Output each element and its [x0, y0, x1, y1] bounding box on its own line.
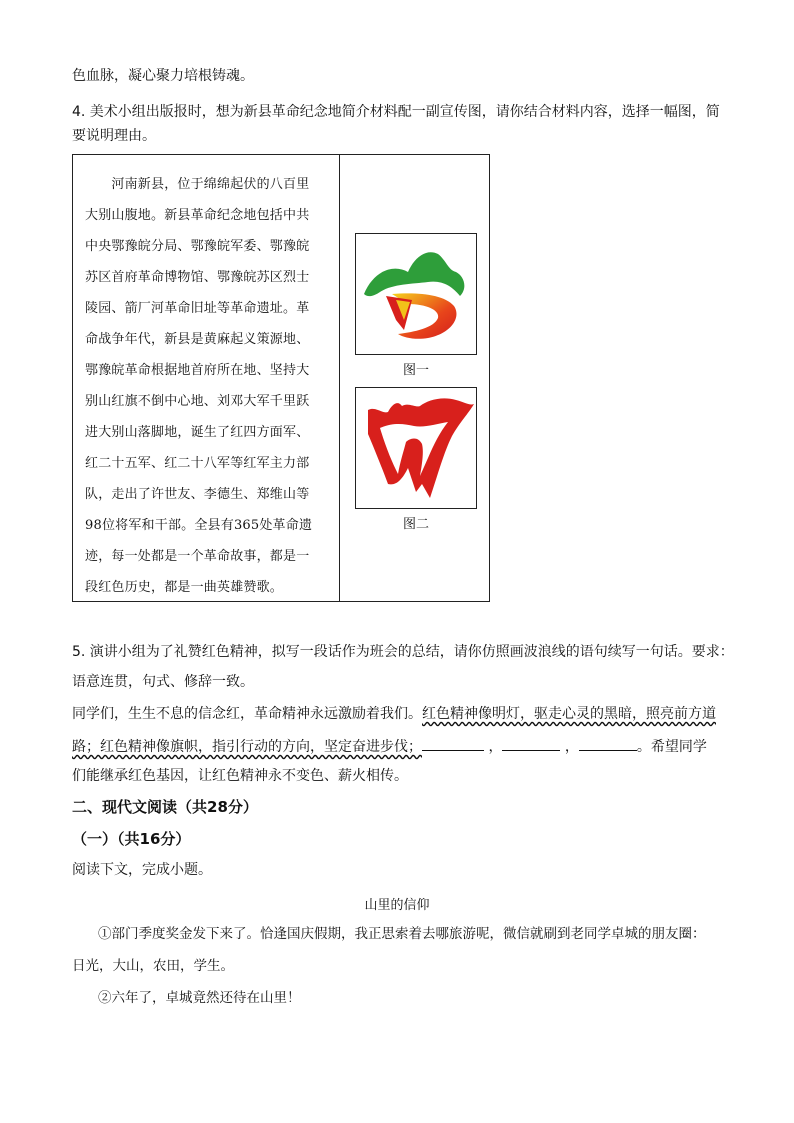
material-line: 红二十五军、红二十八军等红军主力部 — [85, 456, 310, 471]
material-line: 大别山腹地。新县革命纪念地包括中共 — [85, 208, 310, 223]
blank-separator: ， — [488, 739, 503, 755]
answer-blank-1[interactable] — [422, 736, 484, 751]
question-4-line1: 4. 美术小组出版报时，想为新县革命纪念地简介材料配一副宣传图，请你结合材料内容，选择一幅图，简 — [72, 104, 720, 120]
top-line: 色血脉，凝心聚力培根铸魂。 — [72, 68, 254, 84]
q5-wavy-text: 红色精神像明灯，驱走心灵的黑暗，照亮前方道 — [422, 706, 716, 722]
answer-blank-2[interactable] — [502, 736, 560, 751]
question-5-line4 — [72, 736, 734, 757]
material-line: 中央鄂豫皖分局、鄂豫皖军委、鄂豫皖 — [85, 239, 310, 254]
material-line: 迹，每一处都是一个革命故事，都是一 — [85, 549, 310, 564]
figure-2-logo — [355, 387, 477, 509]
figure-1-caption: 图一 — [402, 363, 429, 378]
section-2-heading: 二、现代文阅读（共28分） — [72, 798, 258, 816]
question-4-line2: 要说明理由。 — [72, 128, 156, 144]
blank-separator: ， — [564, 739, 579, 755]
section-2-subheading: （一）（共16分） — [72, 830, 191, 848]
material-table — [72, 154, 490, 602]
question-5-line2: 语意连贯，句式、修辞一致。 — [72, 674, 254, 690]
article-paragraph-1b: 日光，大山，农田，学生。 — [72, 958, 234, 974]
article-title: 山里的信仰 — [364, 898, 430, 913]
mountain-logo-icon — [356, 234, 476, 354]
material-line: 河南新县，位于绵绵起伏的八百里 — [85, 177, 310, 192]
material-line: 别山红旗不倒中心地、刘邓大军千里跃 — [85, 394, 310, 409]
red-flag-logo-icon — [356, 388, 476, 508]
material-line: 鄂豫皖革命根据地首府所在地、坚持大 — [85, 363, 310, 378]
material-line: 命战争年代，新县是黄麻起义策源地、 — [85, 332, 310, 347]
material-line: 98位将军和干部。全县有365处革命遗 — [85, 518, 313, 533]
article-paragraph-2: ②六年了，卓城竟然还待在山里！ — [98, 990, 301, 1006]
material-line: 苏区首府革命博物馆、鄂豫皖苏区烈士 — [85, 270, 310, 285]
question-5-line3 — [72, 704, 734, 724]
question-5-line5: 们能继承红色基因，让红色精神永不变色、薪火相传。 — [72, 768, 408, 784]
material-text — [85, 169, 329, 603]
material-line: 陵园、箭厂河革命旧址等革命遗址。革 — [85, 301, 310, 316]
material-line: 队，走出了许世友、李德生、郑维山等 — [85, 487, 310, 502]
material-line: 进大别山落脚地，诞生了红四方面军、 — [85, 425, 310, 440]
figure-1-logo — [355, 233, 477, 355]
article-paragraph-1a: ①部门季度奖金发下来了。恰逢国庆假期，我正思索着去哪旅游呢，微信就刷到老同学卓城的朋友圈： — [98, 926, 706, 942]
q5-line4-tail: 。希望同学 — [636, 739, 707, 755]
reading-instruction: 阅读下文，完成小题。 — [72, 862, 212, 878]
q5-wavy-text-2: 路；红色精神像旗帜，指引行动的方向，坚定奋进步伐； — [72, 739, 422, 755]
question-5-line1: 5. 演讲小组为了礼赞红色精神，拟写一段话作为班会的总结，请你仿照画波浪线的语句续写一句话。要求： — [72, 644, 734, 660]
q5-plain-text: 同学们，生生不息的信念红，革命精神永远激励着我们。 — [72, 706, 422, 722]
figure-2-caption: 图二 — [402, 517, 429, 532]
material-line: 段红色历史，都是一曲英雄赞歌。 — [85, 580, 284, 595]
table-divider — [339, 155, 340, 601]
answer-blank-3[interactable] — [579, 736, 637, 751]
